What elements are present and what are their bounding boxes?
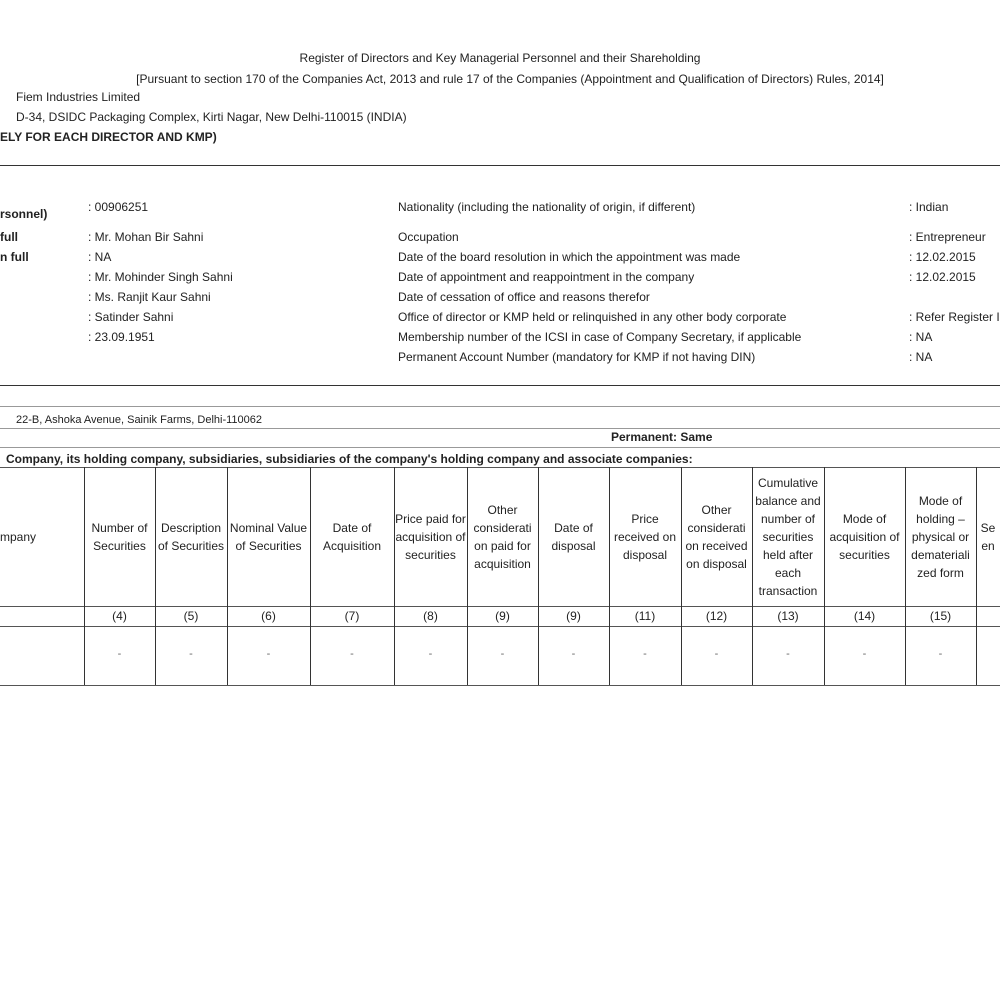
- col-number: (7): [344, 609, 360, 623]
- table-cell: -: [500, 648, 505, 660]
- table-cell: -: [938, 648, 943, 660]
- father-name-value: : Mr. Mohinder Singh Sahni: [88, 270, 233, 284]
- col-number: (9): [495, 609, 510, 623]
- board-resolution-value: : 12.02.2015: [909, 250, 976, 264]
- col-number: (12): [705, 609, 728, 623]
- pan-label: Permanent Account Number (mandatory for KMP if not having DIN): [398, 350, 756, 364]
- table-cell: -: [714, 648, 719, 660]
- table-caption: Company, its holding company, subsidiaries, subsidiaries of the company's holding company and associate companies:: [6, 452, 693, 466]
- occupation-value: : Entrepreneur: [909, 230, 986, 244]
- present-address: 22-B, Ashoka Avenue, Sainik Farms, Delhi-110062: [16, 414, 263, 426]
- table-number-row-line: [0, 626, 1000, 627]
- nationality-value: : Indian: [909, 200, 949, 214]
- col-number: (5): [183, 609, 199, 623]
- register-subtitle: [Pursuant to section 170 of the Companies Act, 2013 and rule 17 of the Companies (Appointment and Qualification of Directors) Rules, 2014]: [136, 72, 884, 86]
- col-number: (8): [423, 609, 438, 623]
- spouse-name-value: : Satinder Sahni: [88, 310, 174, 324]
- col-number: (15): [929, 609, 952, 623]
- col-number: (14): [853, 609, 876, 623]
- company-name: Fiem Industries Limited: [16, 90, 141, 104]
- table-cell: -: [189, 648, 193, 660]
- header-nominal-value: Nominal Value of Securities: [229, 521, 308, 553]
- permanent-address: Permanent: Same: [611, 430, 713, 444]
- section-note: ELY FOR EACH DIRECTOR AND KMP): [0, 130, 217, 144]
- col-number: (9): [566, 609, 581, 623]
- header-other-consideration-paid: Other considerati on paid for acquisition: [473, 503, 532, 571]
- header-mode-of-holding: Mode of holding – physical or demateriali zed form: [911, 494, 970, 580]
- occupation-label: Occupation: [398, 230, 459, 244]
- address-line-bottom: [0, 447, 1000, 448]
- left-label-full: full: [0, 230, 18, 244]
- table-bottom-line: [0, 685, 1000, 686]
- header-description-of-securities: Description of Securities: [157, 521, 225, 553]
- header-other-consideration-received: Other considerati on received on disposal: [685, 503, 748, 571]
- top-divider: [0, 165, 1000, 166]
- director-name-value: : Mr. Mohan Bir Sahni: [88, 230, 204, 244]
- left-label-n-full: n full: [0, 250, 29, 264]
- former-name-value: : NA: [88, 250, 112, 264]
- pan-value: : NA: [909, 350, 933, 364]
- header-price-paid: Price paid for acquisition of securities: [395, 512, 466, 562]
- header-truncated: Se en: [980, 521, 996, 553]
- table-cell: -: [266, 648, 271, 660]
- col-number: (4): [112, 609, 127, 623]
- details-divider: [0, 385, 1000, 386]
- header-date-of-disposal: Date of disposal: [551, 521, 596, 553]
- office-held-label: Office of director or KMP held or relinquished in any other body corporate: [398, 310, 787, 324]
- office-held-value: : Refer Register I: [909, 310, 1000, 324]
- cessation-label: Date of cessation of office and reasons therefor: [398, 290, 650, 304]
- col-number: (13): [777, 609, 799, 623]
- dob-value: : 23.09.1951: [88, 330, 155, 344]
- din-value: : 00906251: [88, 200, 149, 214]
- table-cell: -: [428, 648, 433, 660]
- icsi-membership-value: : NA: [909, 330, 933, 344]
- register-title: Register of Directors and Key Managerial Personnel and their Shareholding: [299, 51, 701, 65]
- table-cell: -: [571, 648, 576, 660]
- left-label-personnel: rsonnel): [0, 207, 48, 221]
- table-header-bottom-line: [0, 606, 1000, 607]
- table-cell: -: [862, 648, 867, 660]
- appointment-date-value: : 12.02.2015: [909, 270, 976, 284]
- company-address: D-34, DSIDC Packaging Complex, Kirti Nagar, New Delhi-110015 (INDIA): [16, 110, 407, 124]
- table-cell: -: [786, 648, 790, 660]
- header-number-of-securities: Number of Securities: [91, 521, 148, 553]
- board-resolution-label: Date of the board resolution in which the appointment was made: [398, 250, 741, 264]
- col-number: (6): [261, 609, 276, 623]
- table-cell: -: [117, 648, 122, 660]
- header-date-of-acquisition: Date of Acquisition: [322, 521, 382, 553]
- header-mode-of-acquisition: Mode of acquisition of securities: [829, 512, 900, 562]
- table-cell: -: [643, 648, 647, 660]
- table-cell: -: [350, 648, 354, 660]
- col-number: (11): [634, 609, 656, 623]
- header-price-received: Price received on disposal: [613, 512, 677, 562]
- address-line-top: [0, 406, 1000, 407]
- nationality-label: Nationality (including the nationality of origin, if different): [398, 200, 696, 214]
- mother-name-value: : Ms. Ranjit Kaur Sahni: [88, 290, 211, 304]
- address-line-mid: [0, 428, 1000, 429]
- header-cumulative-balance: Cumulative balance and number of securities held after each transaction: [755, 476, 821, 598]
- icsi-membership-label: Membership number of the ICSI in case of Company Secretary, if applicable: [398, 330, 802, 344]
- appointment-date-label: Date of appointment and reappointment in the company: [398, 270, 695, 284]
- header-company: mpany: [0, 530, 37, 544]
